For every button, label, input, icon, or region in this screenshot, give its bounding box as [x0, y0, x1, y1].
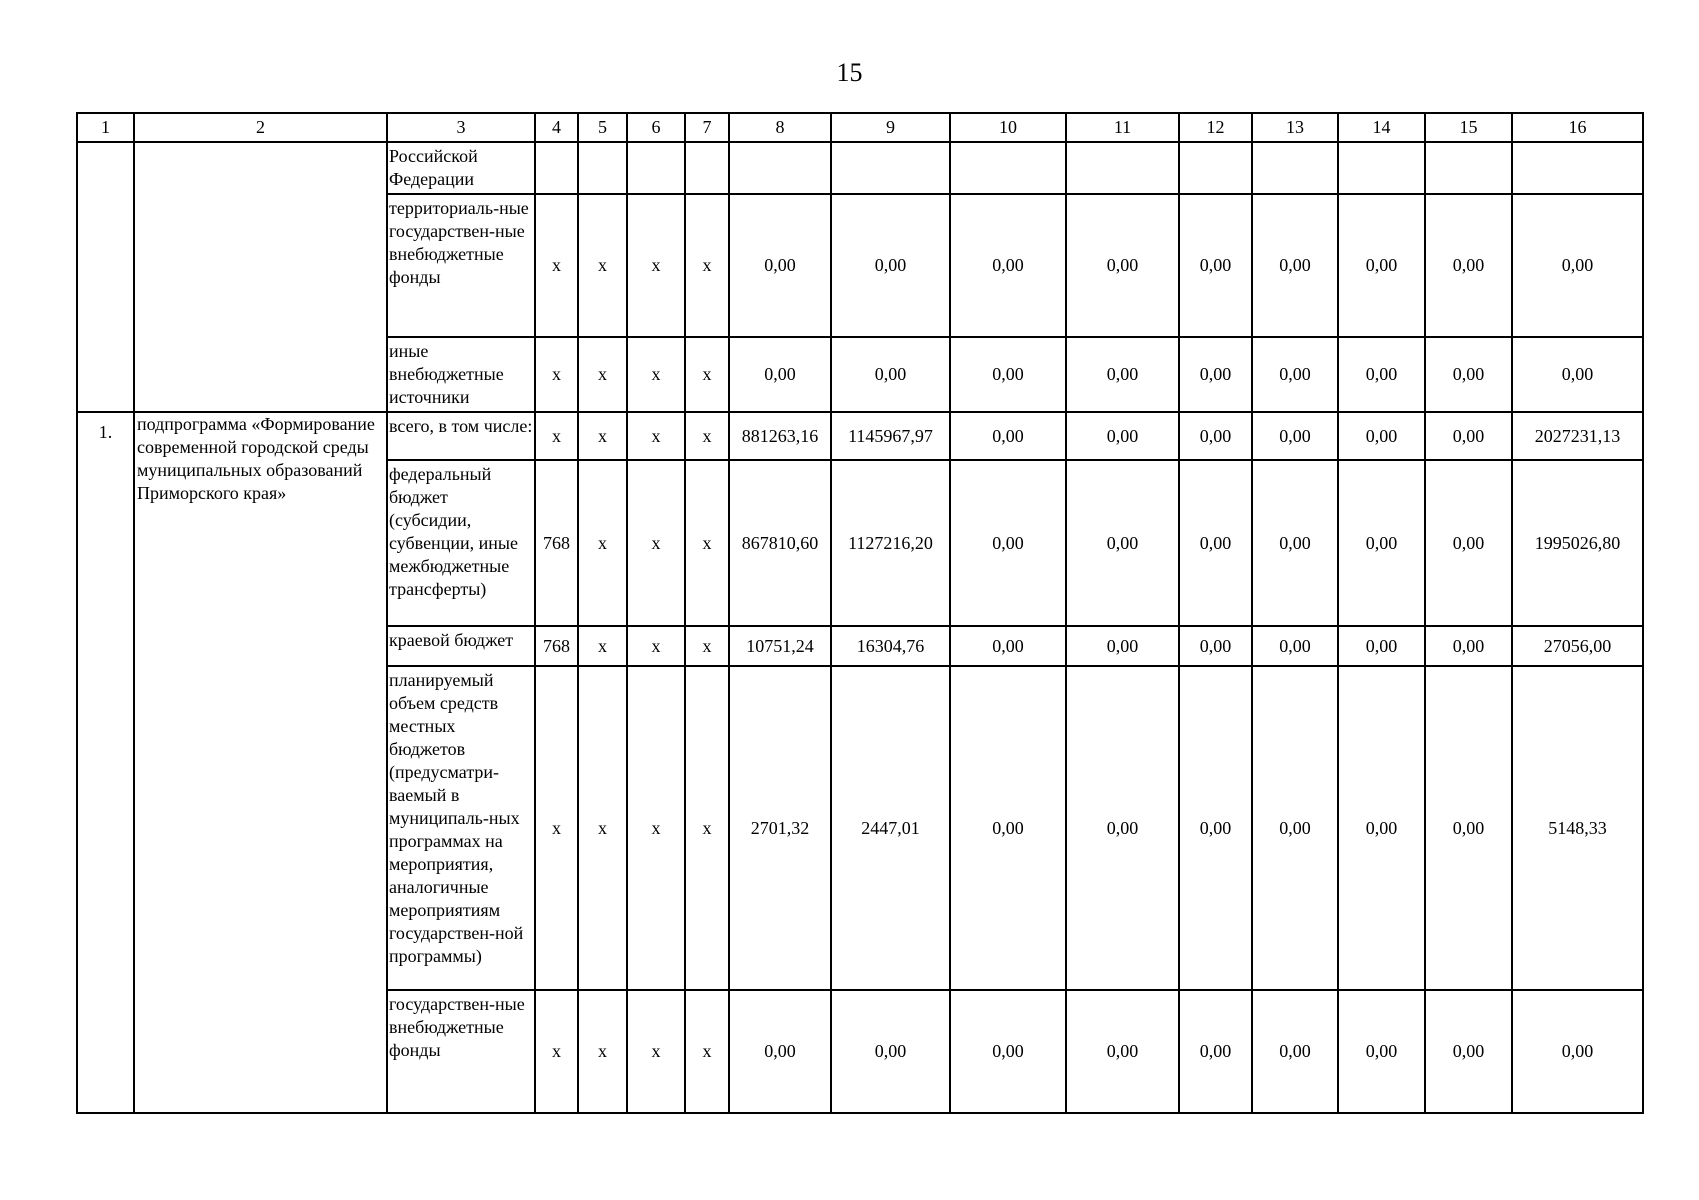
- value-cell: 0,00: [1066, 626, 1179, 666]
- value-cell: 0,00: [1338, 460, 1425, 626]
- value-cell: 0,00: [1338, 626, 1425, 666]
- value-cell: 0,00: [831, 194, 950, 337]
- column-header: 15: [1425, 113, 1512, 142]
- code-cell: x: [627, 412, 685, 460]
- value-cell: 0,00: [1425, 626, 1512, 666]
- empty-name-cell: [134, 142, 387, 412]
- page-number: 15: [836, 58, 863, 87]
- value-cell: 0,00: [950, 412, 1066, 460]
- value-cell: 0,00: [1252, 626, 1338, 666]
- column-header: 2: [134, 113, 387, 142]
- value-cell: 2027231,13: [1512, 412, 1643, 460]
- value-cell: 0,00: [1338, 666, 1425, 990]
- code-cell: x: [578, 460, 627, 626]
- value-cell: 0,00: [1425, 412, 1512, 460]
- value-cell: 0,00: [1066, 666, 1179, 990]
- grbs-cell: x: [535, 337, 578, 412]
- column-header: 4: [535, 113, 578, 142]
- value-cell: 0,00: [1338, 990, 1425, 1113]
- code-cell: x: [685, 337, 729, 412]
- code-cell: x: [627, 990, 685, 1113]
- table-row: [77, 142, 1643, 194]
- grbs-cell: x: [535, 990, 578, 1113]
- subprogram-number: 1.: [77, 412, 134, 1113]
- value-cell: 0,00: [950, 666, 1066, 990]
- value-cell: [1252, 142, 1338, 194]
- value-cell: [729, 142, 831, 194]
- code-cell: x: [578, 337, 627, 412]
- value-cell: 0,00: [950, 626, 1066, 666]
- code-cell: x: [627, 460, 685, 626]
- budget-table: [76, 112, 1644, 1114]
- value-cell: [950, 142, 1066, 194]
- code-cell: x: [685, 666, 729, 990]
- column-header: 6: [627, 113, 685, 142]
- column-header: 1: [77, 113, 134, 142]
- value-cell: 0,00: [1066, 337, 1179, 412]
- column-header: 13: [1252, 113, 1338, 142]
- grbs-cell: 768: [535, 460, 578, 626]
- code-cell: x: [627, 626, 685, 666]
- funding-source-cell: краевой бюджет: [387, 626, 535, 666]
- code-cell: x: [685, 626, 729, 666]
- value-cell: 0,00: [1512, 990, 1643, 1113]
- code-cell: [685, 142, 729, 194]
- grbs-cell: x: [535, 412, 578, 460]
- value-cell: 0,00: [1252, 460, 1338, 626]
- code-cell: x: [627, 337, 685, 412]
- value-cell: 0,00: [1252, 666, 1338, 990]
- column-header: 7: [685, 113, 729, 142]
- value-cell: 5148,33: [1512, 666, 1643, 990]
- value-cell: 0,00: [1512, 194, 1643, 337]
- value-cell: 0,00: [1425, 337, 1512, 412]
- value-cell: 881263,16: [729, 412, 831, 460]
- value-cell: [831, 142, 950, 194]
- value-cell: 0,00: [950, 990, 1066, 1113]
- value-cell: 0,00: [1425, 990, 1512, 1113]
- code-cell: x: [685, 460, 729, 626]
- value-cell: 0,00: [729, 990, 831, 1113]
- funding-source-cell: Российской Федерации: [387, 142, 535, 194]
- value-cell: 0,00: [1066, 412, 1179, 460]
- value-cell: 1995026,80: [1512, 460, 1643, 626]
- grbs-cell: x: [535, 666, 578, 990]
- grbs-cell: 768: [535, 626, 578, 666]
- funding-source-cell: федеральный бюджет (субсидии, субвенции, иные межбюджетные трансферты): [387, 460, 535, 626]
- code-cell: x: [578, 412, 627, 460]
- column-header: 14: [1338, 113, 1425, 142]
- code-cell: x: [578, 194, 627, 337]
- value-cell: 0,00: [1066, 194, 1179, 337]
- value-cell: 2447,01: [831, 666, 950, 990]
- value-cell: 0,00: [1425, 666, 1512, 990]
- value-cell: 0,00: [1179, 666, 1252, 990]
- code-cell: x: [685, 412, 729, 460]
- value-cell: 0,00: [950, 460, 1066, 626]
- funding-source-cell: всего, в том числе:: [387, 412, 535, 460]
- value-cell: 1145967,97: [831, 412, 950, 460]
- column-header: 16: [1512, 113, 1643, 142]
- value-cell: [1512, 142, 1643, 194]
- value-cell: [1338, 142, 1425, 194]
- table-row: [77, 412, 1643, 460]
- subprogram-name: подпрограмма «Формирование современной городской среды муниципальных образований Приморского края»: [134, 412, 387, 1113]
- value-cell: 0,00: [950, 337, 1066, 412]
- grbs-cell: x: [535, 194, 578, 337]
- value-cell: 0,00: [1179, 626, 1252, 666]
- value-cell: 0,00: [1066, 460, 1179, 626]
- value-cell: 0,00: [1338, 412, 1425, 460]
- column-header: 5: [578, 113, 627, 142]
- value-cell: 0,00: [831, 990, 950, 1113]
- value-cell: 867810,60: [729, 460, 831, 626]
- value-cell: [1425, 142, 1512, 194]
- value-cell: 2701,32: [729, 666, 831, 990]
- code-cell: [578, 142, 627, 194]
- value-cell: 0,00: [1179, 412, 1252, 460]
- column-header: 8: [729, 113, 831, 142]
- value-cell: 0,00: [1179, 337, 1252, 412]
- code-cell: x: [578, 990, 627, 1113]
- grbs-cell: [535, 142, 578, 194]
- column-header: 3: [387, 113, 535, 142]
- column-header: 10: [950, 113, 1066, 142]
- value-cell: 0,00: [729, 194, 831, 337]
- value-cell: 0,00: [1179, 990, 1252, 1113]
- value-cell: [1066, 142, 1179, 194]
- value-cell: 0,00: [1252, 990, 1338, 1113]
- value-cell: 0,00: [1252, 194, 1338, 337]
- value-cell: 0,00: [1425, 194, 1512, 337]
- code-cell: x: [578, 626, 627, 666]
- value-cell: 0,00: [1512, 337, 1643, 412]
- funding-source-cell: планируемый объем средств местных бюджетов (предусматри-ваемый в муниципаль-ных программах на мероприятия, аналогичные мероприятиям государствен-ной программы): [387, 666, 535, 990]
- column-header: 9: [831, 113, 950, 142]
- code-cell: x: [685, 194, 729, 337]
- code-cell: x: [627, 666, 685, 990]
- value-cell: 16304,76: [831, 626, 950, 666]
- code-cell: x: [685, 990, 729, 1113]
- value-cell: 27056,00: [1512, 626, 1643, 666]
- value-cell: 0,00: [1252, 412, 1338, 460]
- value-cell: 0,00: [1179, 194, 1252, 337]
- value-cell: 0,00: [1252, 337, 1338, 412]
- value-cell: 1127216,20: [831, 460, 950, 626]
- column-number-row: [77, 113, 1643, 142]
- value-cell: 0,00: [729, 337, 831, 412]
- value-cell: 0,00: [1338, 337, 1425, 412]
- column-header: 11: [1066, 113, 1179, 142]
- funding-source-cell: государствен-ные внебюджетные фонды: [387, 990, 535, 1113]
- empty-number-cell: [77, 142, 134, 412]
- value-cell: 0,00: [1338, 194, 1425, 337]
- value-cell: 10751,24: [729, 626, 831, 666]
- code-cell: x: [578, 666, 627, 990]
- value-cell: 0,00: [1425, 460, 1512, 626]
- value-cell: [1179, 142, 1252, 194]
- code-cell: [627, 142, 685, 194]
- code-cell: x: [627, 194, 685, 337]
- funding-source-cell: территориаль-ные государствен-ные внебюджетные фонды: [387, 194, 535, 337]
- value-cell: 0,00: [831, 337, 950, 412]
- value-cell: 0,00: [1179, 460, 1252, 626]
- funding-source-cell: иные внебюджетные источники: [387, 337, 535, 412]
- value-cell: 0,00: [950, 194, 1066, 337]
- value-cell: 0,00: [1066, 990, 1179, 1113]
- column-header: 12: [1179, 113, 1252, 142]
